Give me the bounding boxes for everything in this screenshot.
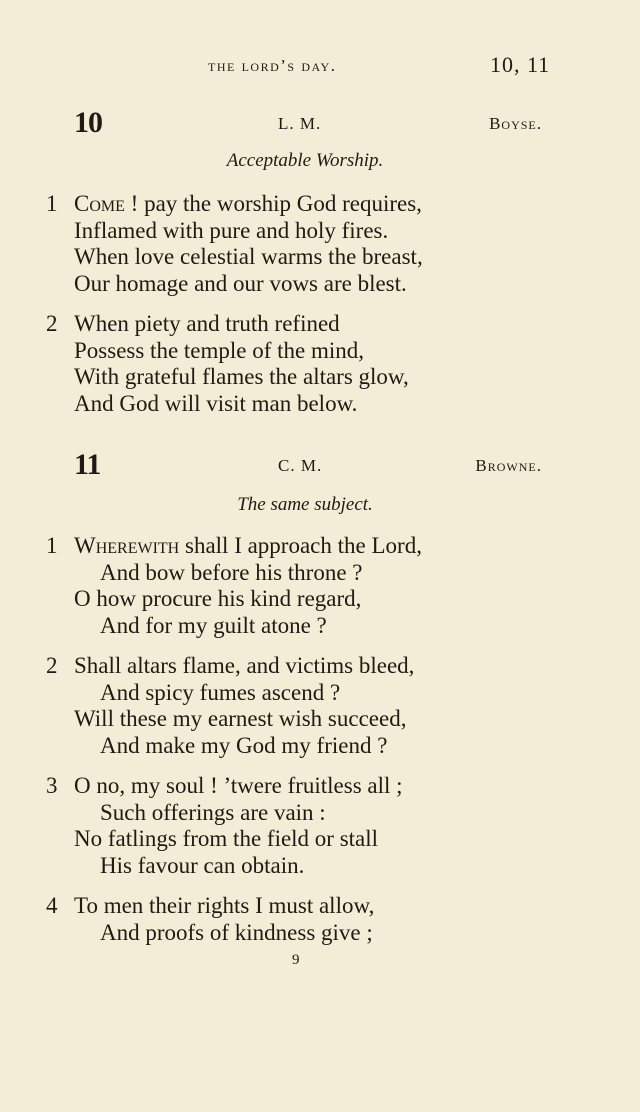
line-text: His favour can obtain. — [100, 852, 305, 878]
line-text: Will these my earnest wish succeed, — [74, 706, 407, 732]
line-text: And spicy fumes ascend ? — [100, 679, 341, 705]
verse-line — [0, 733, 640, 760]
line-text: O how procure his kind regard, — [74, 586, 362, 612]
line-text — [74, 533, 422, 560]
line-text — [74, 191, 422, 218]
line-text: Shall altars flame, and victims bleed, — [74, 653, 415, 678]
verse-line — [0, 853, 640, 880]
verse-line — [0, 338, 640, 365]
line-text: Inflamed with pure and holy fires. — [74, 217, 389, 243]
verse-line — [0, 218, 640, 245]
verse-line — [0, 800, 640, 827]
stanza — [0, 311, 640, 417]
hymn-subtitle: Acceptable Worship. — [226, 150, 384, 171]
line-text: To men their rights I must allow, — [74, 893, 375, 918]
verse-line — [0, 244, 640, 271]
verse-line — [0, 364, 640, 391]
stanza — [0, 653, 640, 759]
stanza — [0, 533, 640, 639]
hymn-meter: L. M. — [278, 114, 322, 133]
stanza-number: 4 — [46, 893, 58, 918]
line-text: No fatlings from the field or stall — [74, 826, 379, 852]
hymn-header — [0, 448, 640, 486]
verse-line — [0, 826, 640, 853]
verse-line — [0, 191, 640, 218]
verse-line — [0, 893, 640, 920]
stanza-number: 3 — [46, 773, 58, 798]
verse-line — [0, 613, 640, 640]
line-text: Our homage and our vows are blest. — [74, 270, 407, 296]
line-lead: Wherewith — [74, 533, 180, 558]
hymn-tune: Browne. — [475, 456, 542, 475]
stanza-number: 1 — [46, 191, 58, 216]
stanza — [0, 191, 640, 297]
running-head — [0, 52, 640, 84]
line-text: And proofs of kindness give ; — [100, 919, 373, 945]
line-text: With grateful flames the altars glow, — [74, 364, 409, 390]
line-text: When piety and truth refined — [74, 311, 340, 336]
verse-line — [0, 773, 640, 800]
line-text: Possess the temple of the mind, — [74, 337, 365, 363]
hymn-number: 11 — [74, 448, 101, 481]
verse-line — [0, 311, 640, 338]
verse-line — [0, 533, 640, 560]
stanza — [0, 773, 640, 879]
line-text: Such offerings are vain : — [100, 799, 326, 825]
verse-line — [0, 271, 640, 298]
running-hymn-numbers: 10, 11 — [490, 52, 551, 77]
line-rest: ! pay the worship God requires, — [124, 191, 422, 216]
verse-line — [0, 653, 640, 680]
stanza-number: 2 — [46, 311, 58, 336]
hymn-subtitle: The same subject. — [237, 494, 373, 515]
verse-line — [0, 586, 640, 613]
hymn-tune: Boyse. — [489, 114, 542, 133]
line-text: And make my God my friend ? — [100, 732, 388, 758]
running-title: the lord’s day. — [208, 56, 337, 75]
page-number: 9 — [292, 952, 300, 968]
verse-line — [0, 920, 640, 947]
hymn-number: 10 — [74, 106, 102, 139]
verse-line — [0, 391, 640, 418]
verse-line — [0, 680, 640, 707]
line-text: O no, my soul ! ’twere fruitless all ; — [74, 773, 403, 798]
hymn-meter: C. M. — [278, 456, 323, 475]
verse-line — [0, 706, 640, 733]
stanza — [0, 893, 640, 946]
line-lead: Come — [74, 191, 125, 216]
hymn-header — [0, 106, 640, 144]
verse-line — [0, 560, 640, 587]
line-text: When love celestial warms the breast, — [74, 244, 423, 270]
line-rest: shall I approach the Lord, — [179, 533, 422, 558]
line-text: And God will visit man below. — [74, 390, 358, 416]
line-text: And bow before his throne ? — [100, 559, 363, 585]
stanza-number: 1 — [46, 533, 58, 558]
line-text: And for my guilt atone ? — [100, 612, 327, 638]
stanza-number: 2 — [46, 653, 58, 678]
